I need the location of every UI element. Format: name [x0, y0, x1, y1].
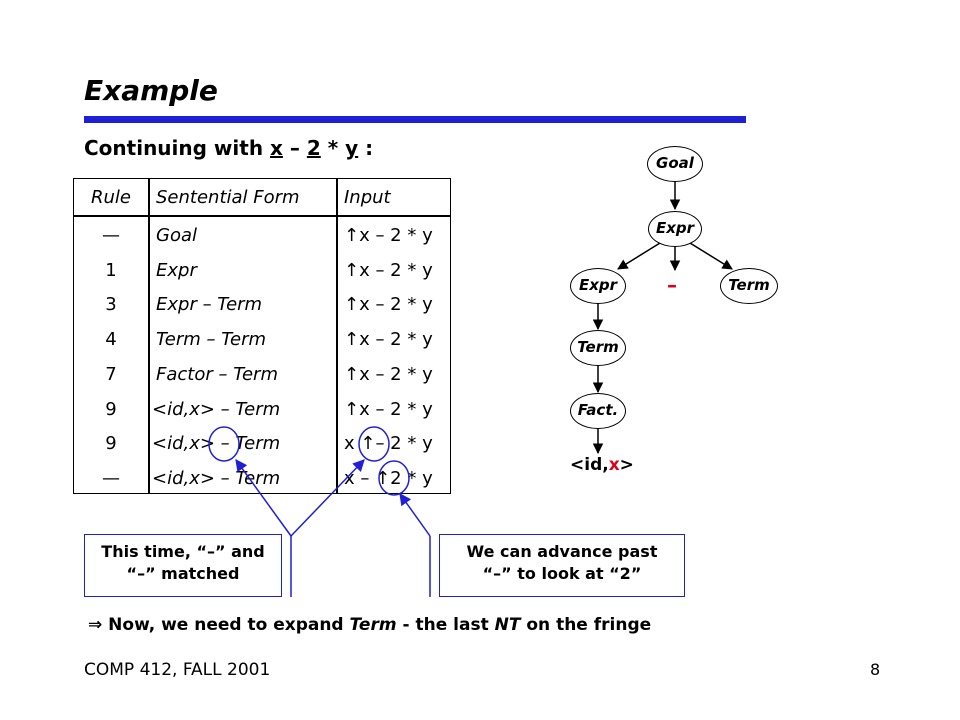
- conclusion-text: [88, 615, 651, 635]
- tree-node-expr: Expr: [648, 211, 702, 247]
- table-cell-form: <id,x> – Term: [152, 433, 281, 454]
- intro-token-times: *: [320, 136, 346, 160]
- intro-prefix: Continuing with: [84, 136, 271, 160]
- table-cell-input: x – ↑2 * y: [344, 468, 433, 489]
- callout-left-line: “–” matched: [126, 564, 240, 583]
- leaf-prefix: <id,: [570, 455, 609, 475]
- conclusion-part: Now, we need to expand: [102, 615, 350, 635]
- table-cell-rule: 4: [105, 329, 117, 350]
- callout-right-line: We can advance past: [466, 542, 658, 561]
- intro-token-2: 2: [306, 136, 321, 160]
- table-cell-form: Expr – Term: [156, 294, 263, 315]
- table-cell-rule: —: [102, 225, 120, 246]
- table-header-form: Sentential Form: [156, 187, 300, 208]
- tree-node-expr: Expr: [570, 268, 626, 304]
- table-cell-rule: 3: [105, 294, 117, 315]
- table-cell-input: x ↑– 2 * y: [344, 433, 433, 454]
- table-cell-rule: 1: [105, 260, 117, 281]
- table-cell-input: ↑x – 2 * y: [344, 364, 433, 385]
- tree-node-factor: Fact.: [570, 393, 626, 429]
- table-header-input: Input: [344, 187, 391, 208]
- tree-edge: [618, 243, 660, 269]
- highlight-circle: [209, 427, 239, 461]
- intro-token-x: x: [270, 136, 283, 160]
- conclusion-nt: NT: [494, 615, 521, 635]
- table-cell-rule: 9: [105, 399, 117, 420]
- intro-suffix: :: [358, 136, 374, 160]
- conclusion-part: - the last: [396, 615, 495, 635]
- footer-course: COMP 412, FALL 2001: [84, 660, 271, 680]
- tree-edge: [690, 243, 732, 269]
- table-cell-form: Factor – Term: [156, 364, 278, 385]
- page-number: 8: [870, 660, 881, 679]
- table-cell-input: ↑x – 2 * y: [344, 260, 433, 281]
- tree-node-minus: –: [667, 273, 677, 297]
- table-cell-form: <id,x> – Term: [152, 399, 281, 420]
- tree-node-term: Term: [570, 330, 626, 366]
- intro-token-minus: –: [282, 136, 307, 160]
- table-cell-form: Expr: [156, 260, 197, 281]
- implies-icon: ⇒: [88, 615, 103, 635]
- highlight-circle: [379, 461, 409, 495]
- highlight-circle: [359, 427, 389, 461]
- slide-title: Example: [84, 74, 218, 107]
- table-cell-rule: —: [102, 468, 120, 489]
- table-cell-form: Term – Term: [156, 329, 267, 350]
- leaf-identifier: x: [608, 455, 620, 475]
- table-cell-form: Goal: [156, 225, 197, 246]
- table-cell-input: ↑x – 2 * y: [344, 294, 433, 315]
- callout-left: [84, 534, 282, 597]
- table-cell-rule: 9: [105, 433, 117, 454]
- tree-node-term: Term: [720, 268, 778, 304]
- table-cell-input: ↑x – 2 * y: [344, 225, 433, 246]
- callout-left-line: This time, “–” and: [101, 542, 265, 561]
- table-cell-form: <id,x> – Term: [152, 468, 281, 489]
- tree-node-leaf: [570, 455, 634, 475]
- callout-right: [439, 534, 685, 597]
- table-cell-input: ↑x – 2 * y: [344, 329, 433, 350]
- conclusion-part: on the fringe: [520, 615, 652, 635]
- tree-node-goal: Goal: [647, 146, 703, 182]
- table-header-rule: Rule: [91, 187, 131, 208]
- callout-pointer: [236, 460, 291, 536]
- intro-token-y: y: [345, 136, 359, 160]
- table-cell-input: ↑x – 2 * y: [344, 399, 433, 420]
- conclusion-term: Term: [349, 615, 397, 635]
- callout-right-line: “–” to look at “2”: [482, 564, 642, 583]
- callout-pointer: [291, 460, 364, 536]
- table-cell-rule: 7: [105, 364, 117, 385]
- callout-pointer: [400, 494, 430, 536]
- leaf-suffix: >: [619, 455, 634, 475]
